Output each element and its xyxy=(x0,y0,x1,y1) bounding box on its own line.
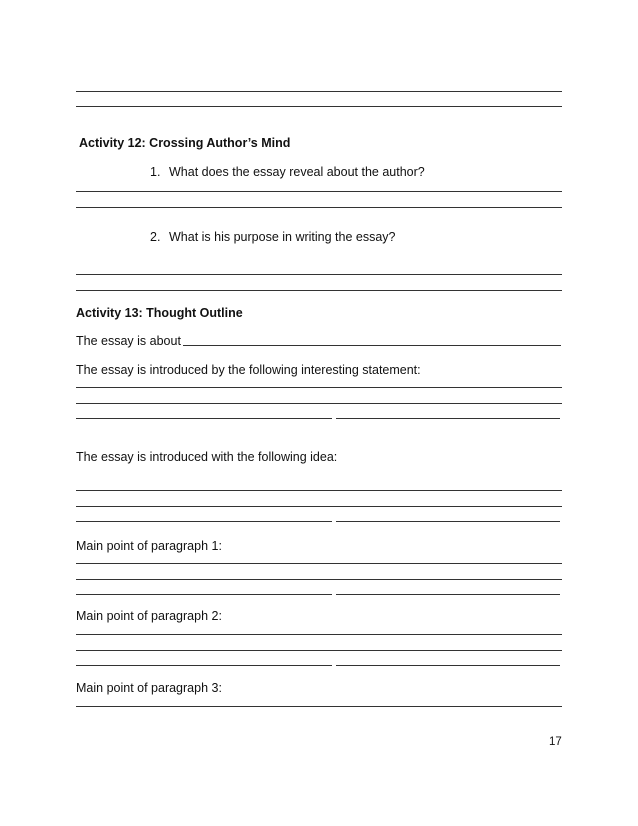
answer-line[interactable] xyxy=(76,665,332,666)
answer-line[interactable] xyxy=(336,665,560,666)
answer-line[interactable] xyxy=(76,521,332,522)
answer-line[interactable] xyxy=(76,563,562,564)
answer-line[interactable] xyxy=(76,418,332,419)
page-number: 17 xyxy=(549,736,562,748)
answer-line[interactable] xyxy=(76,634,562,635)
answer-line[interactable] xyxy=(76,207,562,208)
answer-line[interactable] xyxy=(336,594,560,595)
answer-line[interactable] xyxy=(76,706,562,707)
answer-line[interactable] xyxy=(76,91,562,92)
paragraph-3-label: Main point of paragraph 3: xyxy=(76,681,222,695)
activity-13-heading: Activity 13: Thought Outline xyxy=(76,306,243,320)
answer-line[interactable] xyxy=(76,191,562,192)
answer-line[interactable] xyxy=(76,106,562,107)
answer-line[interactable] xyxy=(336,418,560,419)
answer-line[interactable] xyxy=(76,403,562,404)
answer-line[interactable] xyxy=(76,490,562,491)
interesting-statement-label: The essay is introduced by the following interesting statement: xyxy=(76,363,421,377)
answer-line[interactable] xyxy=(336,521,560,522)
essay-about-label: The essay is about xyxy=(76,334,181,348)
answer-line[interactable] xyxy=(76,274,562,275)
question-1-number: 1. xyxy=(150,165,161,179)
essay-about-blank[interactable] xyxy=(183,345,561,346)
answer-line[interactable] xyxy=(76,290,562,291)
question-1-text: What does the essay reveal about the author? xyxy=(169,165,425,179)
answer-line[interactable] xyxy=(76,387,562,388)
question-2-number: 2. xyxy=(150,230,161,244)
answer-line[interactable] xyxy=(76,650,562,651)
paragraph-1-label: Main point of paragraph 1: xyxy=(76,539,222,553)
question-2-text: What is his purpose in writing the essay? xyxy=(169,230,396,244)
answer-line[interactable] xyxy=(76,506,562,507)
paragraph-2-label: Main point of paragraph 2: xyxy=(76,609,222,623)
activity-12-heading: Activity 12: Crossing Author’s Mind xyxy=(79,136,291,150)
idea-label: The essay is introduced with the following idea: xyxy=(76,450,338,464)
answer-line[interactable] xyxy=(76,594,332,595)
answer-line[interactable] xyxy=(76,579,562,580)
